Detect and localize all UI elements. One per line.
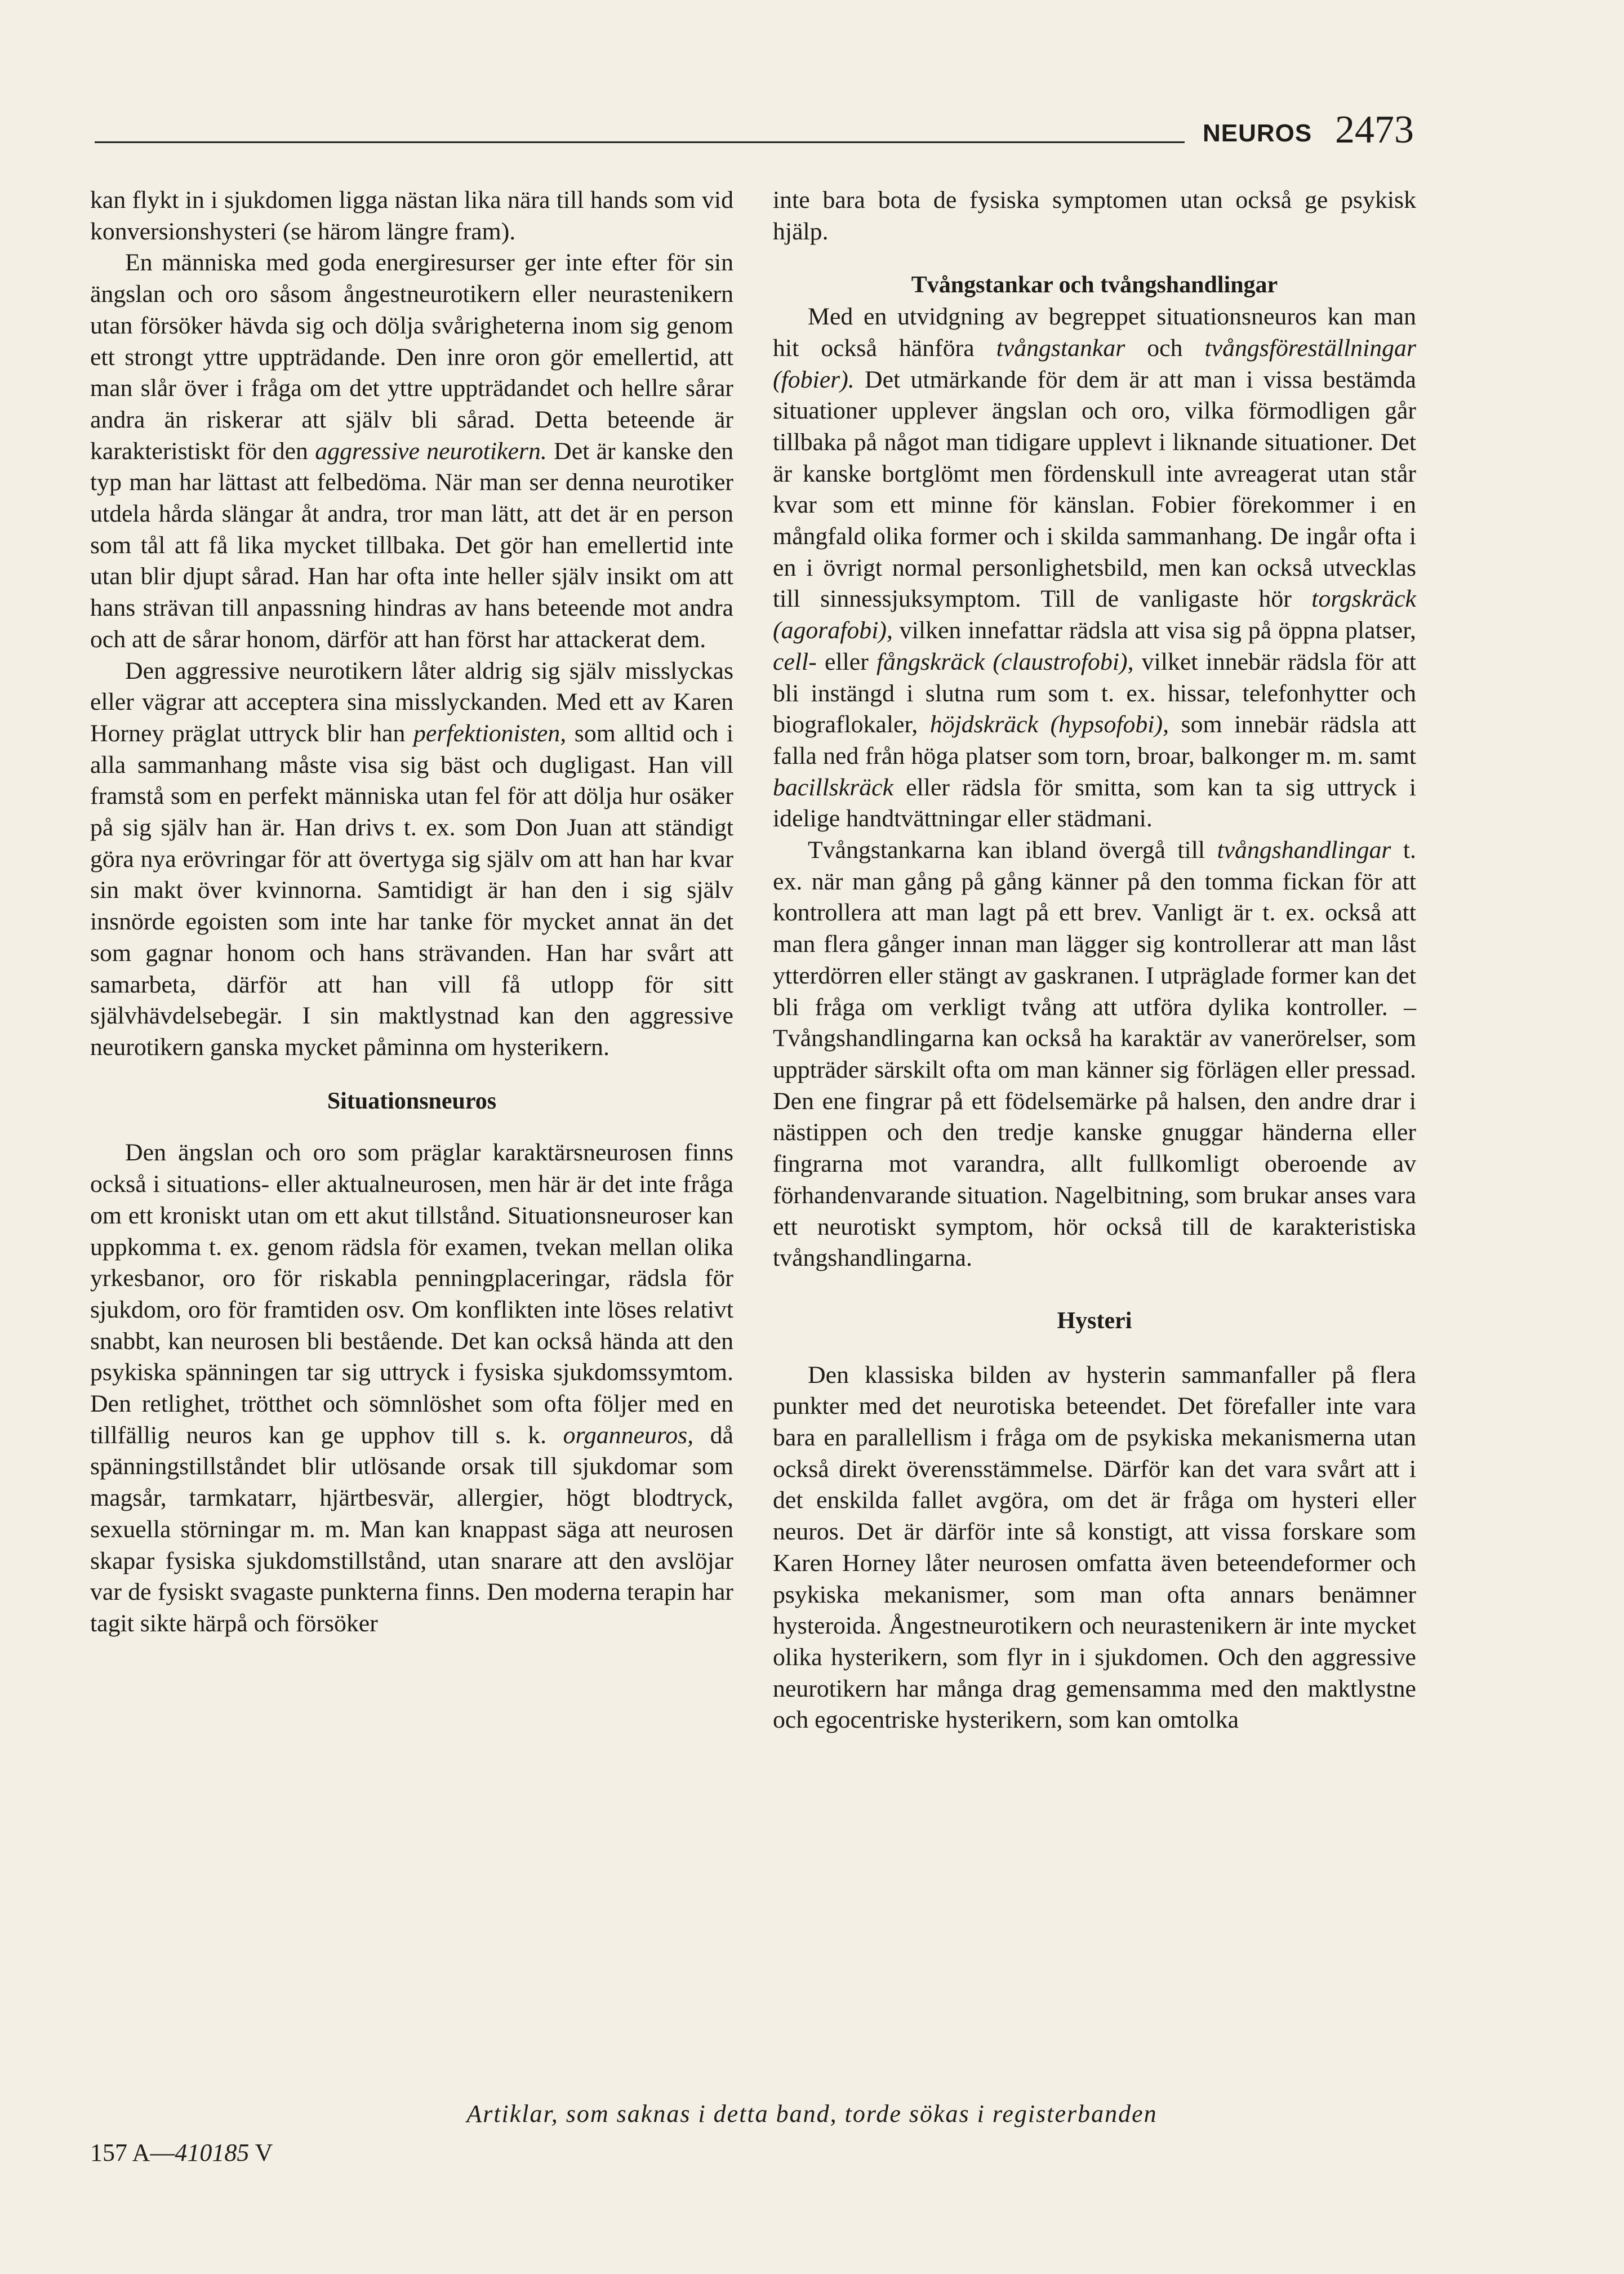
section-heading: Tvångstankar och tvångshandlingar (911, 272, 1278, 299)
term: organneuros, (563, 1421, 694, 1449)
footer-note: Artiklar, som saknas i detta band, torde sökas i registerbanden (466, 2100, 1158, 2128)
left-column (90, 185, 733, 1640)
paragraph: Med en utvidgning av begreppet situationsneuros kan man hit också hänföra tvångstankar och tvångsföreställningar (fobier). Det utmärkande för dem är att man i vissa bestämda situationer upplever ängslan och oro, vilka förmodligen går tillbaka på något man tidigare upplevt i liknande situationer. Det är kanske bortglömt men fördenskull inte avreagerat utan står kvar som ett minne för känslan. Fobier förekommer i en mångfald olika former och i skilda sammanhang. De ingår ofta i en i övrigt normal personlighetsbild, men kan också utvecklas till sinnessjuksymptom. Till de vanligaste hör torgskräck (agorafobi), vilken innefattar rädsla att visa sig på öppna platser, cell- eller fångskräck (claustrofobi), vilket innebär rädsla för att bli instängd i slutna rum som t. ex. hissar, telefonhytter och biograflokaler, höjdskräck (hypsofobi), som innebär rädsla att falla ned från höga platser som torn, broar, balkonger m. m. samt bacillskräck eller rädsla för smitta, som kan ta sig uttryck i idelige handtvättningar eller städmani. (773, 303, 1416, 833)
paragraph: kan flykt in i sjukdomen ligga nästan lika nära till hands som vid konversionshysteri (se härom längre fram). (90, 186, 733, 245)
signature-mark: 157 A—410185 V (90, 2139, 273, 2166)
paragraph: En människa med goda energiresurser ger inte efter för sin ängslan och oro såsom ångestneurotikern eller neurastenikern utan försöker hävda sig och dölja svårigheterna inom sig genom ett strongt yttre uppträdande. Den inre oron gör emellertid, att man slår över i fråga om det yttre uppträdandet och hellre sårar andra än riskerar att själv bli sårad. Detta beteende är karakteristiskt för den aggressive neurotikern. Det är kanske den typ man har lättast att felbedöma. När man ser denna neurotiker utdela hårda slängar åt andra, tror man lätt, att det är en person som tål att få lika mycket tillbaka. Det gör han emellertid inte utan blir djupt sårad. Han har ofta inte heller själv insikt om att hans strävan till anpassning hindras av hans beteende mot andra och att de sårar honom, därför att han först har attackerat dem. (90, 249, 734, 653)
header-rule (95, 141, 1185, 143)
right-column (773, 185, 1416, 1736)
term: tvångshandlingar (1217, 836, 1391, 864)
page-number: 2473 (1335, 108, 1414, 152)
section-heading: Situationsneuros (327, 1088, 497, 1114)
paragraph: inte bara bota de fysiska symptomen utan också ge psykisk hjälp. (773, 186, 1416, 245)
paragraph: Den aggressive neurotikern låter aldrig sig själv misslyckas eller vägrar att acceptera sina misslyckanden. Med ett av Karen Horney präglat uttryck blir han perfektionisten, som alltid och i alla sammanhang måste visa sig bäst och dugligast. Han vill framstå som en perfekt människa utan fel för att dölja hur osäker på sig själv han är. Han drivs t. ex. som Don Juan att ständigt göra nya erövringar för att övertyga sig själv om att han har kvar sin makt över kvinnorna. Samtidigt är han den i sig själv insnörde egoisten som inte har tanke för mycket annat än det som gagnar honom och hans strävanden. Han har svårt att samarbeta, därför att han vill få utlopp för sitt självhävdelsebegär. I sin maktlystnad kan den aggressive neurotikern ganska mycket påminna om hysterikern. (90, 657, 733, 1061)
term: aggressive neurotikern. (315, 437, 547, 465)
paragraph: Den ängslan och oro som präglar karaktärsneurosen finns också i situations- eller aktualneurosen, men här är det inte fråga om ett kroniskt utan om ett akut tillstånd. Situationsneuroser kan uppkomma t. ex. genom rädsla för examen, tvekan mellan olika yrkesbanor, oro för riskabla penningplaceringar, rädsla för sjukdom, oro för framtiden osv. Om konflikten inte löses relativt snabbt, kan neurosen bli bestående. Det kan också hända att den psykiska spänningen tar sig uttryck i fysiska sjukdomssymtom. Den retlighet, trötthet och sömnlöshet som ofta följer med en tillfällig neuros kan ge upphov till s. k. organneuros, då spänningstillståndet blir utlösande orsak till sjukdomar som magsår, tarmkatarr, hjärtbesvär, allergier, högt blodtryck, sexuella störningar m. m. Man kan knappast säga att neurosen skapar fysiska sjukdomstillstånd, utan snarare att den avslöjar var de fysiskt svagaste punkterna finns. Den moderna terapin har tagit sikte härpå och försöker (90, 1139, 733, 1637)
paragraph: Den klassiska bilden av hysterin sammanfaller på flera punkter med det neurotiska beteendet. Det förefaller inte vara bara en parallellism i fråga om de psykiska mekanismerna utan också direkt överensstämmelse. Därför kan det vara svårt att i det enskilda fallet avgöra, om det är fråga om hysteri eller neuros. Det är därför inte så konstigt, att vissa forskare som Karen Horney låter neurosen omfatta även beteendeformer och psykiska mekanismer, som man ofta annars benämner hysteroida. Ångestneurotikern och neurastenikern är inte mycket olika hysterikern, som flyr in i sjukdomen. Och den aggressive neurotikern har många drag gemensamma med den maktlystne och egocentriske hysterikern, som kan omtolka (773, 1361, 1416, 1734)
running-head: NEUROS (1203, 119, 1312, 147)
section-heading: Hysteri (1057, 1307, 1132, 1334)
paragraph: Tvångstankarna kan ibland övergå till tvångshandlingar t. ex. när man gång på gång känner på den tomma fickan för att kontrollera att man lagt på ett brev. Vanligt är t. ex. också att man flera gånger innan man lägger sig kontrollerar att man låst ytterdörren eller stängt av gaskranen. I utpräglade former kan det bli fråga om verkligt tvång att utföra dylika kontroller. – Tvångshandlingarna kan också ha karaktär av vanerörelser, som uppträder särskilt ofta om man känner sig förlägen eller pressad. Den ene fingrar på ett födelsemärke på halsen, den andre drar i nästippen och den tredje kanske gnuggar händerna eller fingrarna mot varandra, allt fullkomligt oberoende av förhandenvarande situation. Nagelbitning, som brukar anses vara ett neurotiskt symptom, hör också till de karakteristiska tvångshandlingarna. (773, 836, 1416, 1272)
term: perfektionisten, (413, 719, 567, 747)
